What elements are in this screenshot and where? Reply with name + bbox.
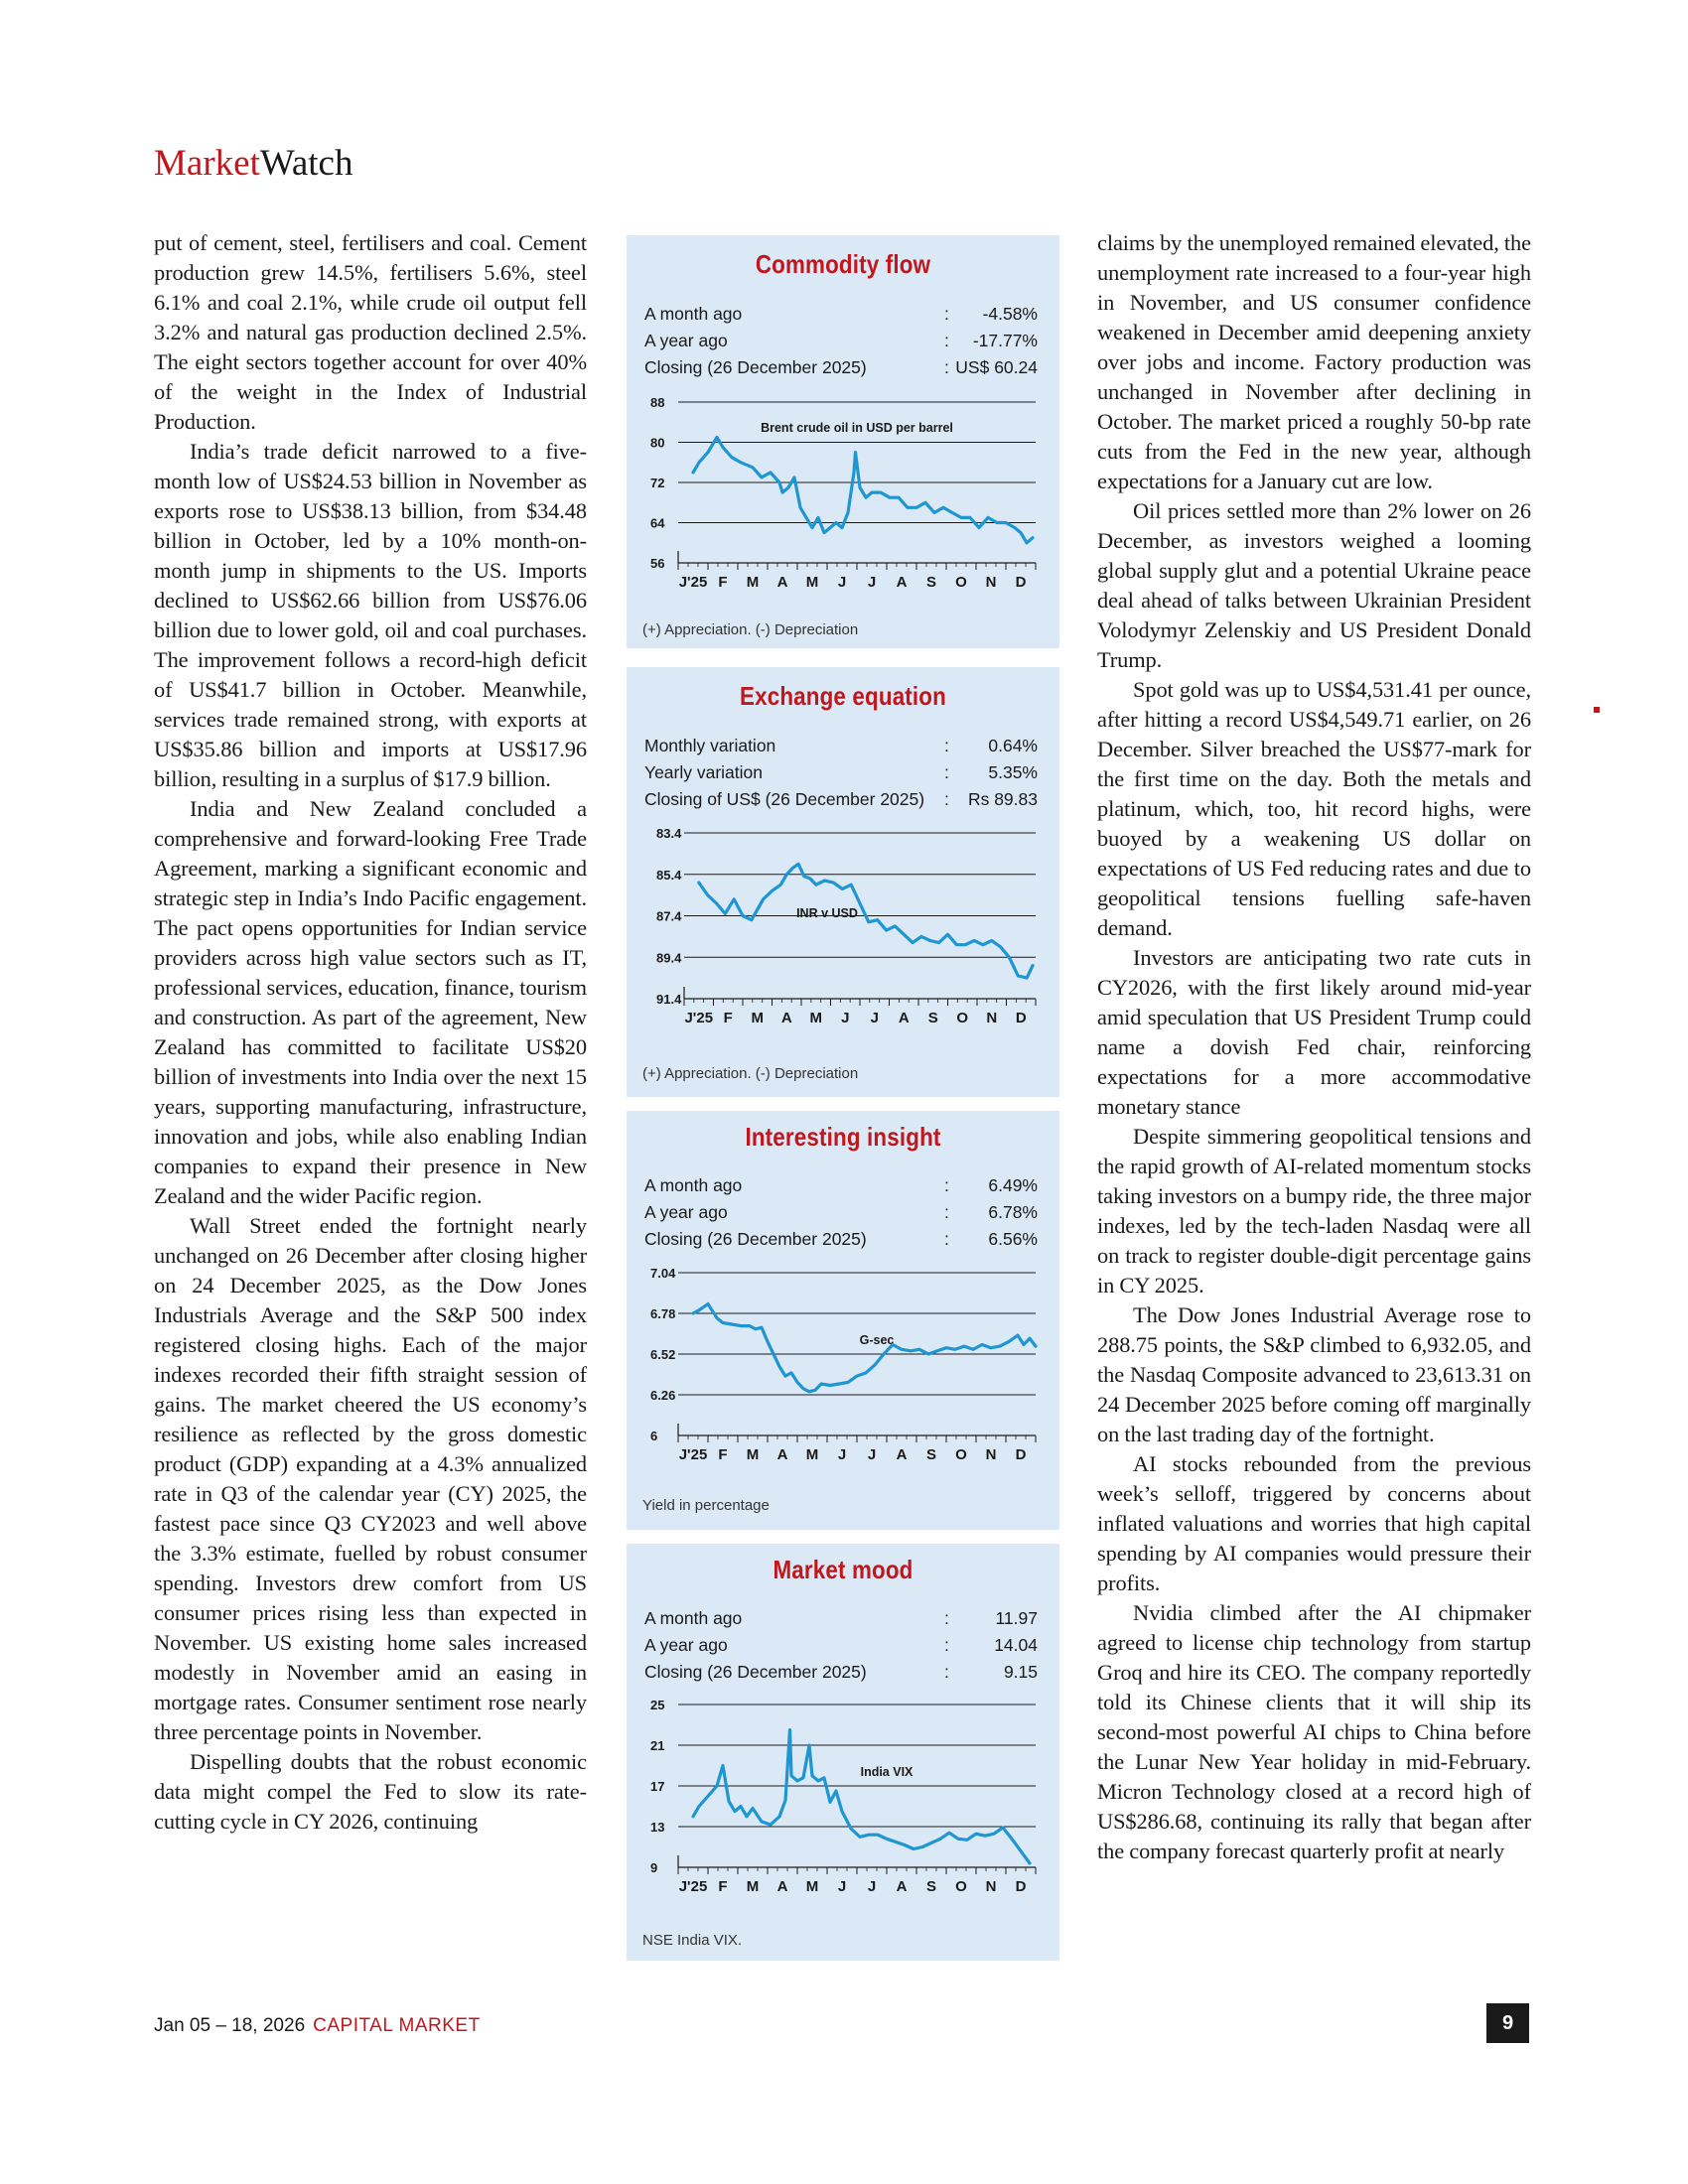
x-tick-label: A [776, 1446, 788, 1463]
article-right-column [1097, 228, 1531, 1956]
x-tick-label: A [776, 574, 788, 591]
article-paragraph: Spot gold was up to US$4,531.41 per ounce, after hitting a record US$4,549.71 earlier, on 26 December. Silver breached the US$77-mark for the first time on the day. Both the metals and platinum, which, too, hit record highs, were buoyed by a weakening US dollar on expectations of US Fed reducing rates and due to geopolitical tensions fuelling safe-haven demand. [1097, 677, 1531, 940]
stat-value: -17.77% [972, 331, 1038, 350]
x-tick-label: J'25 [678, 1878, 708, 1895]
stat-value: 6.78% [988, 1202, 1038, 1222]
x-tick-label: M [809, 1010, 822, 1026]
x-tick-label: M [746, 1878, 760, 1895]
stat-label: Closing (26 December 2025) [644, 1662, 867, 1682]
article-paragraph: India and New Zealand concluded a comprehensive and forward-looking Free Trade Agreement, marking a significant economic and strategic step in India’s Indo Pacific engagement. The pact opens opportunities for Indian service providers across high value sectors such as IT, professional services, education, finance, tourism and construction. As part of the agreement, New Zealand has committed to facilitate US$20 billion of investments into India over the next 15 years, supporting manufacturing, infrastructure, innovation and jobs, while also enabling Indian companies to expand their presence in New Zealand and the wider Pacific region. [154, 796, 587, 1208]
series-line [693, 1304, 1036, 1392]
chart-note: (+) Appreciation. (-) Depreciation [642, 1065, 859, 1082]
stat-label: A year ago [644, 1202, 728, 1222]
article-paragraph: Wall Street ended the fortnight nearly unchanged on 26 December after closing higher on 24 December 2025, as the Dow Jones Industrials Average and the S&P 500 index registered closing highs. Each of the major indexes recorded their fifth straight session of gains. The market cheered the US economy’s resilience as reflected by the gross domestic product (GDP) expanding at a 4.3% annualized rate in Q3 of the calendar year (CY) 2025, the fastest pace since Q3 CY2023 and well above the 3.3% estimate, fuelled by robust consumer spending. Investors drew comfort from US consumer prices rising less than expected in November. US existing home sales increased modestly in November amid an easing in mortgage rates. Consumer sentiment rose nearly three percentage points in November. [154, 1213, 587, 1744]
y-tick-label: 85.4 [656, 867, 682, 883]
stat-label: Closing (26 December 2025) [644, 1229, 867, 1249]
x-tick-label: M [746, 574, 760, 591]
chart-note: NSE India VIX. [642, 1932, 743, 1949]
y-tick-label: 6 [650, 1429, 658, 1443]
article-paragraph: Investors are anticipating two rate cuts in CY2026, with the first likely around mid-year amid speculation that US President Trump could name a dovish Fed chair, reinforcing expectations for a more accommodative monetary stance [1097, 945, 1531, 1119]
x-tick-label: S [925, 574, 937, 591]
stat-value: Rs 89.83 [967, 789, 1038, 809]
x-tick-label: N [986, 1010, 998, 1026]
panel-title: Commodity flow [755, 249, 931, 279]
x-tick-label: F [718, 1446, 728, 1463]
stat-value: 9.15 [1003, 1662, 1038, 1682]
x-tick-label: J [867, 1878, 877, 1895]
x-tick-label: N [985, 1446, 997, 1463]
x-tick-label: J'25 [684, 1010, 714, 1026]
x-tick-label: D [1015, 1446, 1027, 1463]
stat-value: 11.97 [995, 1608, 1038, 1628]
y-tick-label: 13 [650, 1820, 665, 1835]
y-tick-label: 91.4 [656, 992, 682, 1007]
stat-value: 0.64% [988, 736, 1038, 755]
x-tick-label: M [805, 1878, 819, 1895]
x-tick-label: J [867, 574, 877, 591]
article-paragraph: Oil prices settled more than 2% lower on 26 December, as investors weighed a looming global supply glut and a potential Ukraine peace deal ahead of talks between Ukrainian President Volodymyr Zelenskiy and US President Donald Trump. [1097, 498, 1531, 672]
panel-title: Exchange equation [740, 681, 946, 711]
x-tick-label: J'25 [678, 574, 708, 591]
stat-row: A month ago : 11.97 [644, 1605, 1052, 1632]
y-tick-label: 21 [650, 1738, 665, 1753]
x-tick-label: A [896, 1446, 908, 1463]
stat-label: A month ago [644, 304, 743, 324]
x-tick-label: M [746, 1446, 760, 1463]
x-tick-label: S [925, 1878, 937, 1895]
stats-table [644, 301, 1052, 381]
chart-note: Yield in percentage [642, 1497, 770, 1514]
chart-series-label: INR v USD [796, 906, 858, 920]
section-title-market: Market [154, 143, 260, 184]
x-tick-label: A [780, 1010, 792, 1026]
stat-label: A year ago [644, 331, 728, 350]
inr-usd-chart-svg [627, 823, 1059, 1061]
x-tick-label: A [898, 1010, 910, 1026]
article-paragraph: Dispelling doubts that the robust economic data might compel the Fed to slow its rate-cutting cycle in CY 2026, continuing [154, 1749, 587, 1834]
y-tick-label: 7.04 [650, 1266, 676, 1281]
gsec-chart-svg [627, 1263, 1059, 1486]
x-tick-label: O [956, 1010, 969, 1026]
brent-crude-chart [627, 392, 1059, 611]
y-tick-label: 6.26 [650, 1388, 676, 1403]
stats-table [644, 1172, 1052, 1253]
x-tick-label: M [805, 1446, 819, 1463]
stat-label: A year ago [644, 1635, 728, 1655]
x-tick-label: S [927, 1010, 938, 1026]
x-tick-label: F [723, 1010, 733, 1026]
x-tick-label: A [896, 1878, 908, 1895]
x-tick-label: D [1015, 1010, 1027, 1026]
article-paragraph: The Dow Jones Industrial Average rose to 288.75 points, the S&P climbed to 6,932.05, and the Nasdaq Composite advanced to 23,613.31 on 24 December 2025 before coming off marginally on the last trading day of the fortnight. [1097, 1302, 1531, 1446]
x-tick-label: A [776, 1878, 788, 1895]
y-tick-label: 6.52 [650, 1347, 676, 1362]
x-tick-label: F [718, 574, 728, 591]
y-tick-label: 89.4 [656, 950, 682, 966]
stat-value: 6.49% [988, 1175, 1038, 1195]
stat-value: 5.35% [988, 762, 1038, 782]
publication-name: CAPITAL MARKET [313, 2015, 481, 2036]
x-tick-label: D [1015, 574, 1027, 591]
y-tick-label: 6.78 [650, 1306, 676, 1321]
stat-row: Closing (26 December 2025) : US$ 60.24 [644, 354, 1052, 381]
stat-label: A month ago [644, 1608, 743, 1628]
y-tick-label: 88 [650, 395, 665, 410]
y-tick-label: 87.4 [656, 908, 682, 924]
section-title-watch: Watch [259, 143, 353, 184]
x-tick-label: F [718, 1878, 728, 1895]
stat-row: Closing (26 December 2025) : 9.15 [644, 1659, 1052, 1686]
exchange-equation-panel [627, 667, 1059, 1097]
x-tick-label: O [955, 1878, 967, 1895]
stat-row: A year ago : 6.78% [644, 1199, 1052, 1226]
x-tick-label: O [955, 574, 967, 591]
stat-label: Closing of US$ (26 December 2025) [644, 789, 925, 809]
stat-row: Monthly variation : 0.64% [644, 733, 1052, 759]
stat-row: A month ago : 6.49% [644, 1172, 1052, 1199]
commodity-flow-panel [627, 235, 1059, 648]
chart-note: (+) Appreciation. (-) Depreciation [642, 621, 859, 638]
y-tick-label: 64 [650, 515, 665, 531]
chart-series-label: Brent crude oil in USD per barrel [761, 421, 953, 435]
chart-series-label: India VIX [860, 1765, 914, 1779]
x-tick-label: J [867, 1446, 877, 1463]
y-tick-label: 83.4 [656, 826, 682, 841]
stat-label: Monthly variation [644, 736, 776, 755]
x-tick-label: S [925, 1446, 937, 1463]
stat-value: 6.56% [988, 1229, 1038, 1249]
x-tick-label: J [841, 1010, 850, 1026]
stat-row: Yearly variation : 5.35% [644, 759, 1052, 786]
india-vix-chart-svg [627, 1695, 1059, 1923]
x-tick-label: N [985, 574, 997, 591]
y-tick-label: 25 [650, 1698, 665, 1712]
market-mood-panel [627, 1544, 1059, 1961]
stats-table [644, 733, 1052, 813]
india-vix-chart [627, 1695, 1059, 1923]
stat-label: Yearly variation [644, 762, 764, 782]
panel-title: Market mood [773, 1555, 914, 1584]
y-tick-label: 72 [650, 476, 665, 490]
x-tick-label: J [837, 1878, 847, 1895]
x-tick-label: M [751, 1010, 764, 1026]
article-paragraph: Despite simmering geopolitical tensions and the rapid growth of AI-related momentum stocks taking investors on a bumpy ride, the three major indexes, led by the tech-laden Nasdaq were all on track to register double-digit percentage gains in CY 2025. [1097, 1124, 1531, 1297]
article-paragraph: India’s trade deficit narrowed to a five-month low of US$24.53 billion in November as exports rose to US$38.13 billion, from $34.48 billion in October, led by a 10% month-on-month jump in shipments to the US. Imports declined to US$62.66 billion from US$76.06 billion due to lower gold, oil and coal purchases. The improvement follows a record-high deficit of US$41.7 billion in October. Meanwhile, services trade remained strong, with exports at US$35.86 billion and imports at US$17.96 billion, resulting in a surplus of $17.9 billion. [154, 439, 587, 791]
x-tick-label: J [870, 1010, 879, 1026]
decorative-marker [1594, 707, 1600, 713]
chart-series-label: G-sec [859, 1333, 895, 1347]
stat-value: US$ 60.24 [955, 357, 1038, 377]
stat-row: Closing of US$ (26 December 2025) : Rs 89.83 [644, 786, 1052, 813]
panel-title: Interesting insight [745, 1122, 941, 1152]
series-line [693, 1730, 1030, 1863]
y-tick-label: 9 [650, 1860, 658, 1875]
x-tick-label: D [1015, 1878, 1027, 1895]
x-tick-label: A [896, 574, 908, 591]
x-tick-label: O [955, 1446, 967, 1463]
article-paragraph: AI stocks rebounded from the previous week’s selloff, triggered by concerns about inflated valuations and worries that high capital spending by AI companies would pressure their profits. [1097, 1451, 1531, 1595]
article-paragraph: put of cement, steel, fertilisers and coal. Cement production grew 14.5%, fertilisers 5.6%, steel 6.1% and coal 2.1%, while crude oil output fell 3.2% and natural gas production declined 2.5%. The eight sectors together account for over 40% of the weight in the Index of Industrial Production. [154, 230, 587, 434]
stat-label: Closing (26 December 2025) [644, 357, 867, 377]
series-line [699, 864, 1033, 978]
gsec-chart [627, 1263, 1059, 1486]
stat-value: -4.58% [982, 304, 1038, 324]
stat-label: A month ago [644, 1175, 743, 1195]
stat-row: A month ago : -4.58% [644, 301, 1052, 328]
article-paragraph: Nvidia climbed after the AI chipmaker agreed to license chip technology from startup Groq and hire its CEO. The company reportedly told its Chinese clients that it will ship its second-most powerful AI chips to China before the Lunar New Year holiday in mid-February. Micron Technology closed at a record high of US$286.68, continuing its rally that began after the company forecast quarterly profit at nearly [1097, 1600, 1531, 1863]
page-number: 9 [1486, 2003, 1529, 2043]
article-paragraph: claims by the unemployed remained elevated, the unemployment rate increased to a four-year high in November, and US consumer confidence weakened in December amid deepening anxiety over jobs and income. Factory production was unchanged in November after declining in October. The market priced a roughly 50-bp rate cuts from the Fed in the new year, although expectations for a January cut are low. [1097, 230, 1531, 493]
stat-value: 14.04 [994, 1635, 1038, 1655]
stat-row: Closing (26 December 2025) : 6.56% [644, 1226, 1052, 1253]
stat-row: A year ago : -17.77% [644, 328, 1052, 354]
brent-crude-chart-svg [627, 392, 1059, 611]
x-tick-label: J [837, 1446, 847, 1463]
article-left-column [154, 228, 587, 1956]
stat-row: A year ago : 14.04 [644, 1632, 1052, 1659]
series-line [693, 437, 1033, 542]
x-tick-label: N [985, 1878, 997, 1895]
y-tick-label: 80 [650, 435, 665, 451]
y-tick-label: 56 [650, 556, 665, 571]
inr-usd-chart [627, 823, 1059, 1061]
x-tick-label: M [805, 574, 819, 591]
x-tick-label: J'25 [678, 1446, 708, 1463]
stats-table [644, 1605, 1052, 1686]
issue-date: Jan 05 – 18, 2026 [154, 2015, 306, 2036]
x-tick-label: J [837, 574, 847, 591]
y-tick-label: 17 [650, 1779, 665, 1794]
section-masthead [154, 142, 352, 186]
interesting-insight-panel [627, 1111, 1059, 1530]
page-footer [154, 2015, 481, 2037]
